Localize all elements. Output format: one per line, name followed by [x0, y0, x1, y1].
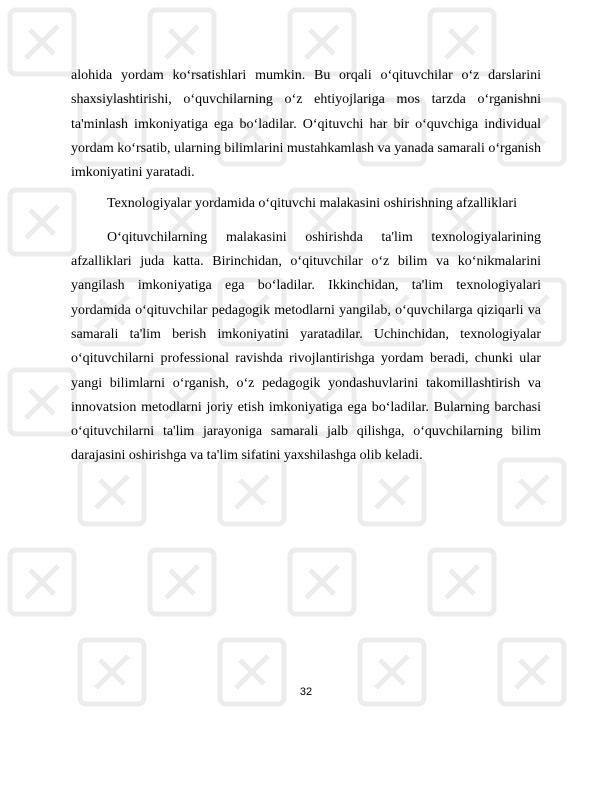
- document-body: [71, 64, 541, 469]
- paragraph-body: O‘qituvchilarning malakasini oshirishda ta'lim texnologiyalarining afzalliklari juda katta. Birinchidan, o‘qituvchilar o‘z bilim va ko‘nikmalarini yangilash imkoniyatiga ega bo‘ladilar. Ikkinchidan, ta'lim texnologiyalari yordamida o‘qituvchilar pedagogik metodlarni yangilab, o‘quvchilarga qiziqarli va samarali ta'lim berish imkoniyatini yaratadilar. Uchinchidan, texnologiyalar o‘qituvchilarni professional ravishda rivojlantirishga yordam beradi, chunki ular yangi bilimlarni o‘rganish, o‘z pedagogik yondashuvlarini takomillashtirish va innovatsion metodlarni joriy etish imkoniyatiga ega bo‘ladilar. Bularning barchasi o‘qituvchilarni ta'lim jarayoniga samarali jalb qilishga, o‘quvchilarning bilim darajasini oshirishga va ta'lim sifatini yaxshilashga olib keladi.: [71, 229, 541, 464]
- section-heading: Texnologiyalar yordamida o‘qituvchi malakasini oshirishning afzalliklari: [107, 196, 517, 212]
- page-number: 32: [299, 686, 313, 698]
- paragraph-continued: alohida yordam ko‘rsatishlari mumkin. Bu orqali o‘qituvchilar o‘z darslarini shaxsiylashtirishi, o‘quvchilarning o‘z ehtiyojlariga mos tarzda o‘rganishni ta'minlash imkoniyatiga ega bo‘ladilar. O‘qituvchi har bir o‘quvchiga individual yordam ko‘rsatib, ularning bilimlarini mustahkamlash va yanada samarali o‘rganish imkoniyatini yaratadi.: [71, 68, 541, 181]
